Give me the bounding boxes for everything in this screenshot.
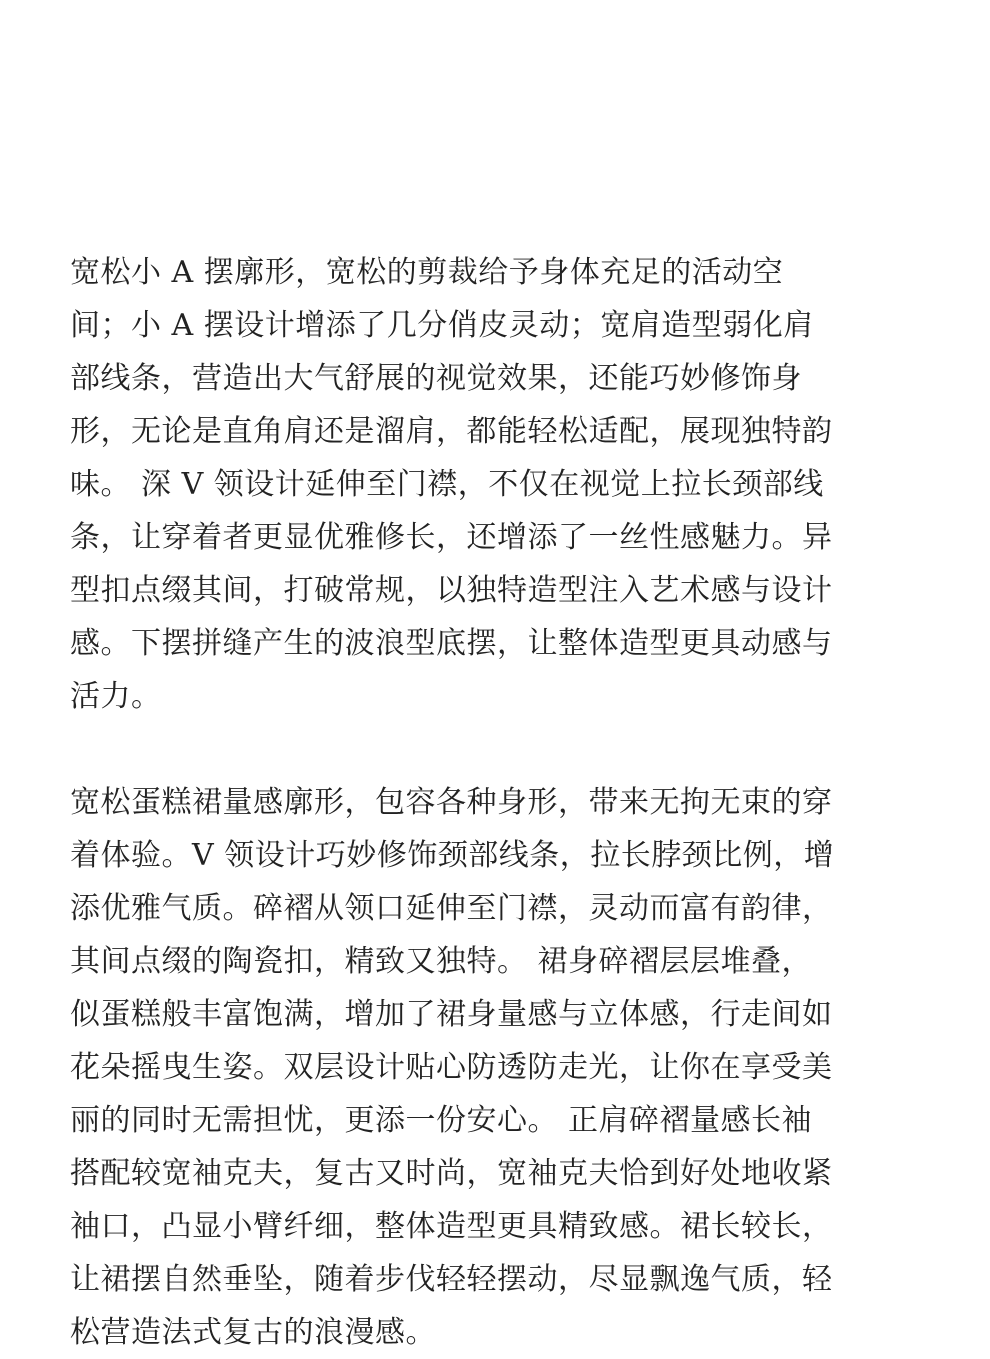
text-line: 部线条，营造出大气舒展的视觉效果，还能巧妙修饰身: [70, 361, 802, 396]
text-line: 其间点缀的陶瓷扣，精致又独特。 裙身碎褶层层堆叠，: [70, 944, 813, 979]
text-line: 松营造法式复古的浪漫感。: [70, 1315, 436, 1350]
description-paragraph-cake-skirt: [70, 776, 930, 1359]
text-line: 丽的同时无需担忧，更添一份安心。 正肩碎褶量感长袖: [70, 1103, 813, 1138]
text-line: 形，无论是直角肩还是溜肩，都能轻松适配，展现独特韵: [70, 414, 833, 449]
text-line: 宽松小 A 摆廓形，宽松的剪裁给予身体充足的活动空: [70, 255, 784, 290]
text-line: 让裙摆自然垂坠，随着步伐轻轻摆动，尽显飘逸气质，轻: [70, 1262, 833, 1297]
text-line: 感。下摆拼缝产生的波浪型底摆，让整体造型更具动感与: [70, 626, 833, 661]
text-line: 型扣点缀其间，打破常规，以独特造型注入艺术感与设计: [70, 573, 833, 608]
text-line: 添优雅气质。碎褶从领口延伸至门襟，灵动而富有韵律，: [70, 891, 833, 926]
text-line: 似蛋糕般丰富饱满，增加了裙身量感与立体感，行走间如: [70, 997, 833, 1032]
text-line: 花朵摇曳生姿。双层设计贴心防透防走光，让你在享受美: [70, 1050, 833, 1085]
text-line: 袖口，凸显小臂纤细，整体造型更具精致感。裙长较长，: [70, 1209, 833, 1244]
text-line: 间；小 A 摆设计增添了几分俏皮灵动；宽肩造型弱化肩: [70, 308, 814, 343]
text-line: 搭配较宽袖克夫，复古又时尚，宽袖克夫恰到好处地收紧: [70, 1156, 833, 1191]
text-line: 着体验。V 领设计巧妙修饰颈部线条，拉长脖颈比例，增: [70, 838, 835, 873]
text-line: 条，让穿着者更显优雅修长，还增添了一丝性感魅力。异: [70, 520, 833, 555]
text-line: 宽松蛋糕裙量感廓形，包容各种身形，带来无拘无束的穿: [70, 785, 833, 820]
text-line: 味。 深 V 领设计延伸至门襟，不仅在视觉上拉长颈部线: [70, 467, 824, 502]
description-paragraph-silhouette: [70, 246, 930, 723]
text-line: 活力。: [70, 679, 162, 714]
